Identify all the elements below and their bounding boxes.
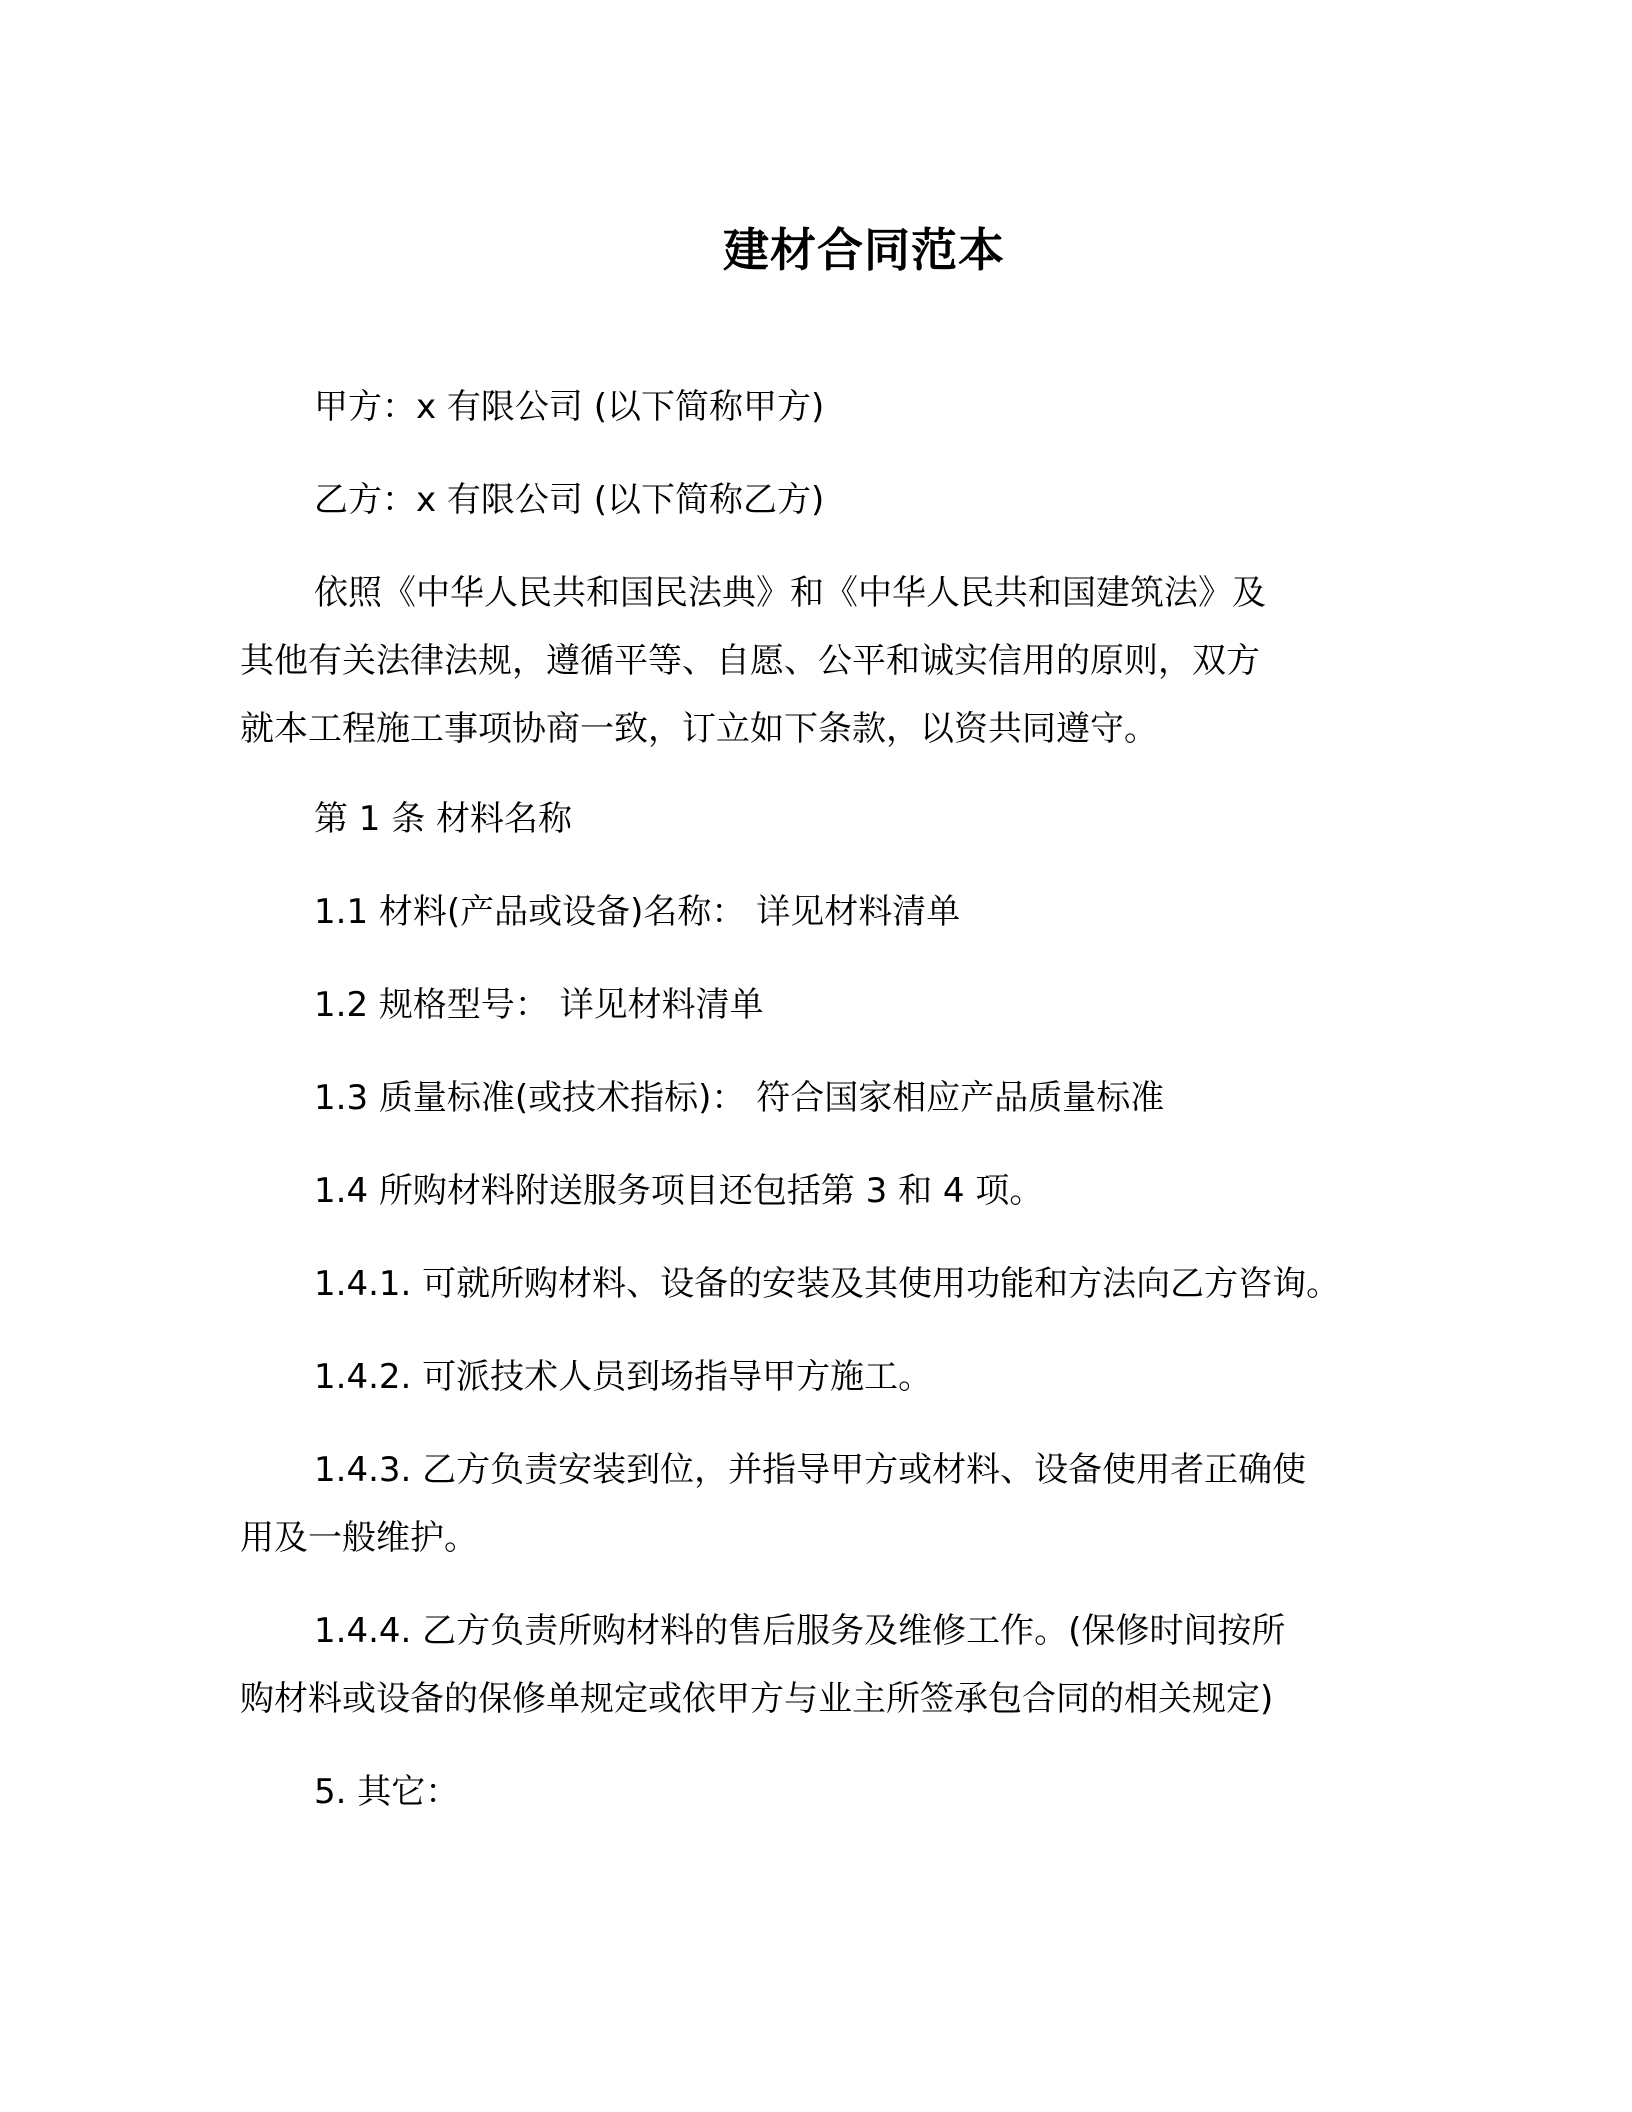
party-b-line: 乙方：x 有限公司 (以下简称乙方) (314, 480, 825, 520)
party-a-line: 甲方：x 有限公司 (以下简称甲方) (314, 387, 825, 427)
intro-line-1: 依照《中华人民共和国民法典》和《中华人民共和国建筑法》及 (314, 573, 1266, 613)
article-1-heading: 第 1 条 材料名称 (314, 799, 573, 839)
intro-line-3: 就本工程施工事项协商一致，订立如下条款，以资共同遵守。 (240, 709, 1158, 749)
document-title: 建材合同范本 (723, 223, 1005, 277)
clause-1-2: 1.2 规格型号： 详见材料清单 (314, 985, 764, 1025)
clause-1-4-4-line-1: 1.4.4. 乙方负责所购材料的售后服务及维修工作。(保修时间按所 (314, 1611, 1286, 1651)
clause-1-4-3-line-2: 用及一般维护。 (240, 1518, 478, 1558)
clause-5: 5. 其它： (314, 1772, 460, 1812)
clause-1-4-4-line-2: 购材料或设备的保修单规定或依甲方与业主所签承包合同的相关规定) (240, 1679, 1274, 1719)
clause-1-1: 1.1 材料(产品或设备)名称： 详见材料清单 (314, 892, 961, 932)
clause-1-4-3-line-1: 1.4.3. 乙方负责安装到位，并指导甲方或材料、设备使用者正确使 (314, 1450, 1307, 1490)
clause-1-4: 1.4 所购材料附送服务项目还包括第 3 和 4 项。 (314, 1171, 1044, 1211)
clause-1-3: 1.3 质量标准(或技术指标)： 符合国家相应产品质量标准 (314, 1078, 1165, 1118)
clause-1-4-1: 1.4.1. 可就所购材料、设备的安装及其使用功能和方法向乙方咨询。 (314, 1264, 1341, 1304)
clause-1-4-2: 1.4.2. 可派技术人员到场指导甲方施工。 (314, 1357, 933, 1397)
intro-line-2: 其他有关法律法规，遵循平等、自愿、公平和诚实信用的原则，双方 (240, 641, 1260, 681)
